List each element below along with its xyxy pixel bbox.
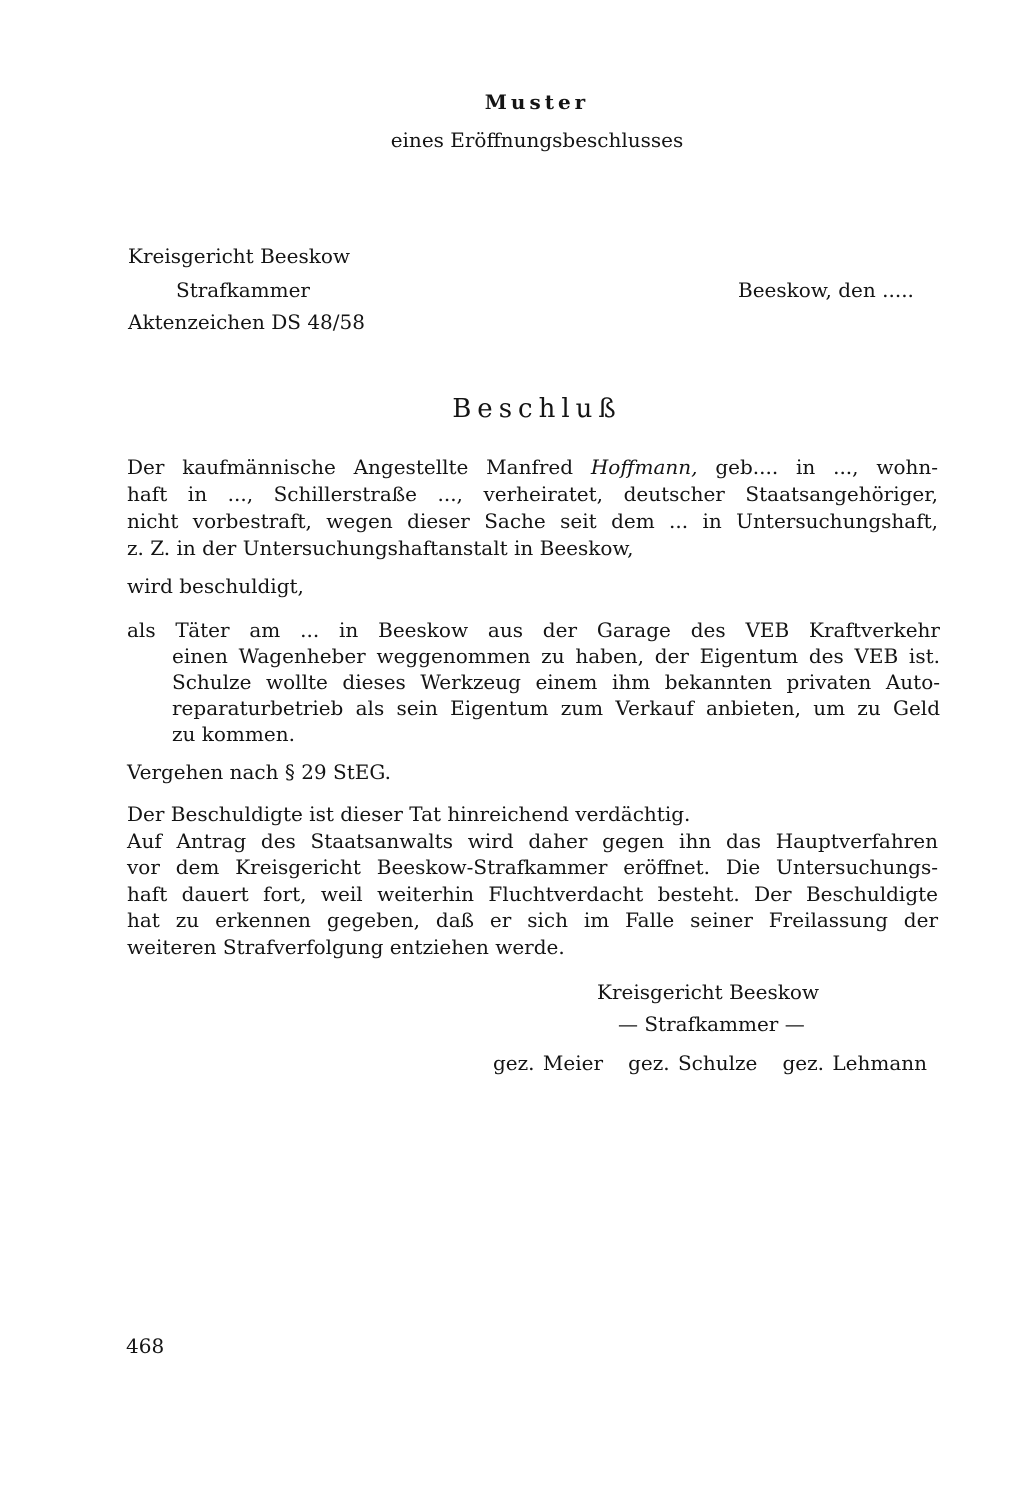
reasoning-line: hat zu erkennen gegeben, daß er sich im Falle seiner Freilassung der [127,908,938,932]
offense-statement: Vergehen nach § 29 StEG. [127,760,391,784]
reasoning-line: Der Beschuldigte ist dieser Tat hinreichend verdächtig. [127,802,691,826]
reasoning-line: Auf Antrag des Staatsanwalts wird daher gegen ihn das Hauptverfahren [127,828,938,853]
signature-court: Kreisgericht Beeskow [597,980,819,1004]
court-name: Kreisgericht Beeskow [128,244,350,268]
page-number: 468 [126,1334,165,1358]
reasoning-line: weiteren Strafverfolgung entziehen werde. [127,934,565,959]
charge-line: zu kommen. [172,722,295,746]
intro-paragraph [127,454,938,562]
defendant-name: Hoffmann, [590,455,698,479]
charge-line: einen Wagenheber weggenommen zu haben, der Eigentum des VEB ist. [172,644,940,668]
intro-line: haft in ..., Schillerstraße ..., verheiratet, deutscher Staatsangehöriger, [127,482,938,506]
accused-label: wird beschuldigt, [127,574,304,598]
reasoning-line: haft dauert fort, weil weiterhin Fluchtverdacht besteht. Der Beschuldigte [127,881,938,906]
place-date: Beeskow, den ..... [738,278,914,302]
court-chamber: Strafkammer [176,278,310,302]
document-title: Muster [484,90,590,114]
signature-chamber: — Strafkammer — [618,1012,805,1036]
intro-line [127,454,938,481]
file-number: Aktenzeichen DS 48/58 [128,310,365,334]
intro-line: nicht vorbestraft, wegen dieser Sache seit dem ... in Untersuchungshaft, [127,509,938,533]
charge-paragraph [127,617,940,747]
intro-text: geb.... in ..., wohn- [697,455,938,479]
intro-line: z. Z. in der Untersuchungshaftanstalt in Beeskow, [127,536,634,560]
decision-heading: Beschluß [452,394,622,424]
charge-line: als Täter am ... in Beeskow aus der Garage des VEB Kraftverkehr [127,618,940,642]
charge-line: Schulze wollte dieses Werkzeug einem ihm bekannten privaten Auto- [172,670,940,694]
intro-text: Der kaufmännische Angestellte Manfred [127,455,591,479]
charge-line: reparaturbetrieb als sein Eigentum zum Verkauf anbieten, um zu Geld [172,696,940,720]
reasoning-line: vor dem Kreisgericht Beeskow-Strafkammer eröffnet. Die Untersuchungs- [127,855,938,879]
document-subtitle: eines Eröffnungsbeschlusses [390,128,684,152]
reasoning-paragraph [127,801,938,960]
judge-signatures: gez. Meier gez. Schulze gez. Lehmann [493,1051,928,1075]
